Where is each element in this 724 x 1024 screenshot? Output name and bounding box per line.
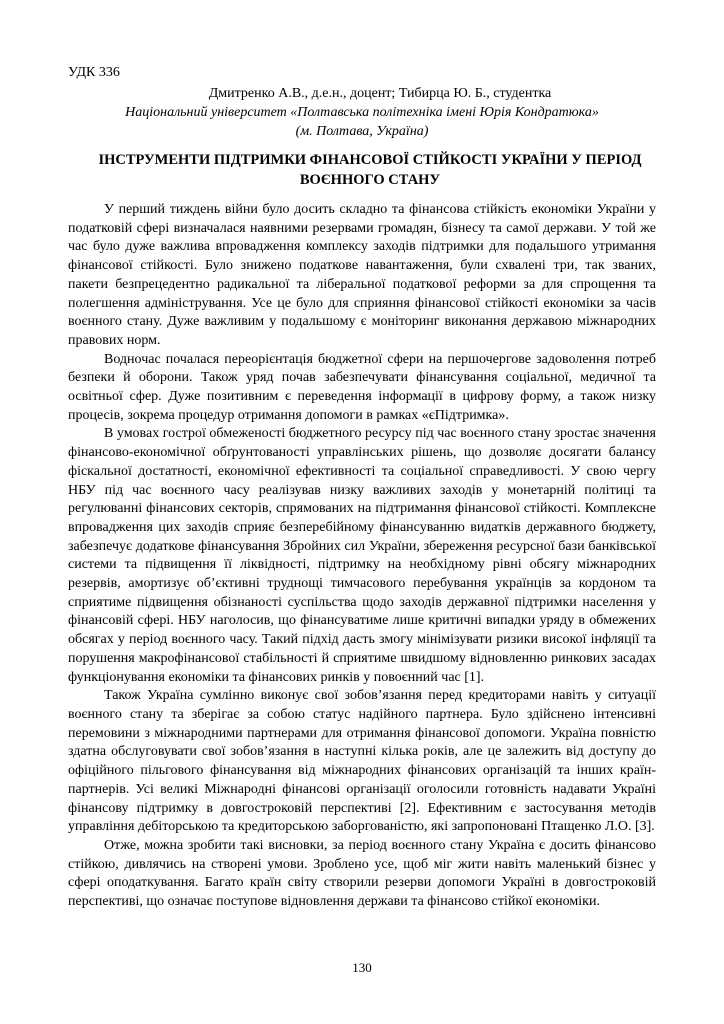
body-text [68,201,656,912]
paragraph-1: У перший тиждень війни було досить складно та фінансова стійкість економіки України у податковій сфері визначалася наявними резервами громадян, бізнесу та самої держави. У той же час було дуже важлива впровадження комплексу заходів підтримки для подальшого утримання фінансової стійкості. Було знижено податкове навантаження, були схвалені три, так званих, пакети безпрецедентно радикальної та ліберальної податкової реформи за для спрощення та полегшення адміністрування. Усе це було для сприяння фінансової стійкості економіки за часів воєнного стану. Дуже важливим у подальшому є моніторинг виконання державою міжнародних правових норм. [68,202,656,348]
udk-code: УДК 336 [68,65,120,80]
affiliation: Національний університет «Полтавська політехніка імені Юрія Кондратюка» [125,105,599,120]
paragraph-4: Також Україна сумлінно виконує свої зобов’язання перед кредиторами навіть у ситуації воєнного стану та зберігає за собою статус надійного партнера. Було здійснено інтенсивні перемовини з міжнародними партнерами для отримання фінансової допомоги. Україна повністю здатна обслуговувати свої зобов’язання в наступні кілька років, але це залежить від доступу до офіційного пільгового фінансування від міжнародних фінансових організацій та інших країн-партнерів. Усі великі Міжнародні фінансові організації оголосили готовність надавати Україні фінансову підтримку в довгостроковій перспективі [2]. Ефективним є застосування методів управління дебіторською та кредиторською заборгованістю, які запропоновані Птащенко Л.О. [3]. [68,688,656,835]
paragraph-2: Водночас почалася переорієнтація бюджетної сфери на першочергове задоволення потреб безпеки й оборони. Також уряд почав забезпечувати фінансування соціальної, медичної та освітньої сфер. Дуже позитивним є переведення інформації в цифрову форму, а також низку процесів, зокрема процедур отримання допомоги в рамках «єПідтримка». [68,351,656,423]
paper-title: ІНСТРУМЕНТИ ПІДТРИМКИ ФІНАНСОВОЇ СТІЙКОСТІ УКРАЇНИ У ПЕРІОД ВОЄННОГО СТАНУ [98,152,642,188]
paragraph-3: В умовах гострої обмеженості бюджетного ресурсу під час воєнного стану зростає значення фінансово-економічної обґрунтованості управлінських рішень, що дозволяє досягати балансу фіскальної достатності, економічної ефективності та соціальної справедливості. У свою чергу НБУ під час воєнного часу реалізував низку важливих заходів у монетарній політиці та регулюванні фінансових секторів, спрямованих на підтримання фінансової стійкості. Комплексне впровадження цих заходів сприяє безперебійному фінансуванню видатків державного бюджету, забезпечує додаткове фінансування Збройних сил України, збереження ресурсної бази банківської системи та підвищення її ліквідності, підтримку на необхідному рівні обсягу міжнародних резервів, амортизує об’єктивні труднощі тимчасового перебування українців за кордоном та сприятиме підвищення обізнаності суспільства щодо заходів державної підтримки населення у фінансовій сфері. НБУ наголосив, що фінансуватиме лише критичні випадки уряду в обмежених обсягах у період воєнного часу. Такий підхід дасть змогу мінімізувати ризики високої інфляції та порушення макрофінансової стабільності й сприятиме швидшому відновленню ринкових засадах функціонування економіки та фінансових ринків у повоєнний час [1]. [68,426,656,685]
paragraph-5: Отже, можна зробити такі висновки, за період воєнного стану Україна є досить фінансово стійкою, дивлячись на створені умови. Зроблено усе, щоб міг жити навіть маленький бізнес у сфері оподаткування. Багато країн світу створили резерви допомоги Україні в довгостроковій перспективі, що означає поступове відновлення держави та фінансово стійкої економіки. [68,837,656,910]
author-names: Дмитренко А.В., д.е.н., доцент; Тибирца Ю. Б., студентка [208,86,552,101]
page-number: 130 [352,960,372,975]
author-block [68,84,656,141]
location: (м. Полтава, Україна) [295,124,429,139]
